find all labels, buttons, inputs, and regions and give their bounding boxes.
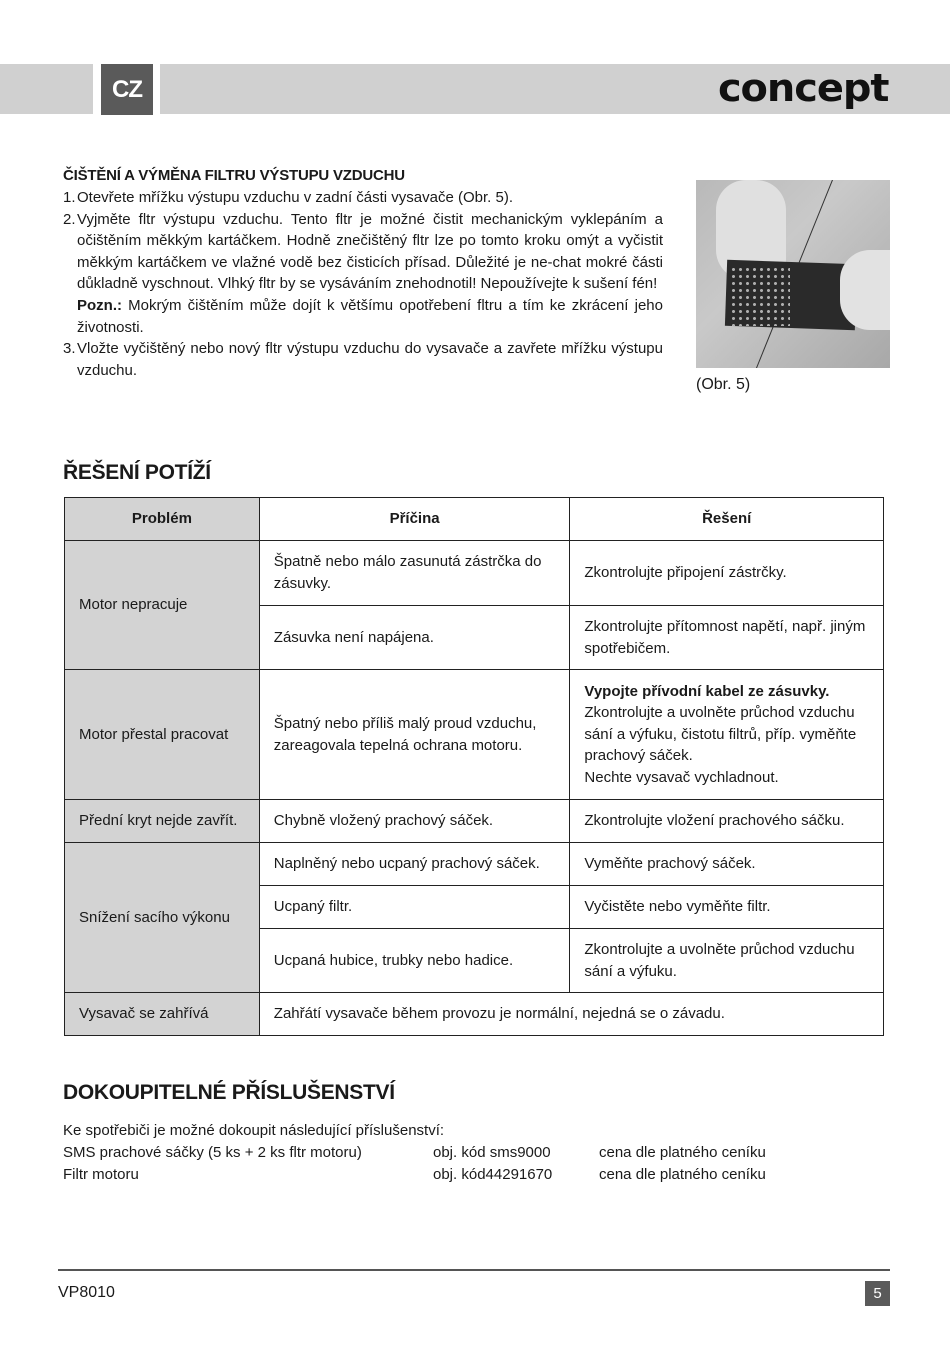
table-row <box>65 800 884 843</box>
accessories-title: DOKOUPITELNÉ PŘÍSLUŠENSTVÍ <box>63 1081 395 1104</box>
troubleshooting-title: ŘEŠENÍ POTÍŽÍ <box>63 461 211 484</box>
step-2 <box>63 209 663 295</box>
troubleshooting-table <box>64 497 884 1036</box>
model-number: VP8010 <box>58 1284 115 1301</box>
footer-divider <box>58 1269 890 1271</box>
cause-solution-cell: Zahřátí vysavače během provozu je normální, nejedná se o závadu. <box>259 993 883 1036</box>
hand-shape <box>840 250 890 330</box>
step-1 <box>63 187 663 209</box>
list-item <box>63 1142 823 1164</box>
step-number: 1. <box>63 189 76 206</box>
problem-cell: Přední kryt nejde zavřít. <box>65 800 260 843</box>
problem-cell: Motor přestal pracovat <box>65 670 260 800</box>
solution-text: Zkontrolujte a uvolněte průchod vzduchu sání a výfuku, čistotu filtrů, příp. vyměňte prachový sáček. <box>584 704 857 765</box>
cause-cell: Špatný nebo příliš malý proud vzduchu, zareagovala tepelná ochrana motoru. <box>259 670 570 800</box>
accessory-price: cena dle platného ceníku <box>599 1144 766 1161</box>
accessory-code: obj. kód sms9000 <box>433 1144 551 1161</box>
column-header: Příčina <box>259 498 570 541</box>
step-number: 3. <box>63 340 76 358</box>
table-header-row <box>65 498 884 541</box>
problem-cell: Vysavač se zahřívá <box>65 993 260 1036</box>
step-text: Otevřete mřížku výstupu vzduchu v zadní části vysavače (Obr. 5). <box>77 189 514 206</box>
column-header: Řešení <box>570 498 884 541</box>
cause-cell: Chybně vložený prachový sáček. <box>259 800 570 843</box>
table-row <box>65 843 884 886</box>
table-row <box>65 541 884 606</box>
solution-cell: Zkontrolujte připojení zástrčky. <box>570 541 884 606</box>
language-badge: CZ <box>101 64 153 115</box>
filter-photo <box>696 180 890 368</box>
section-title: ČIŠTĚNÍ A VÝMĚNA FILTRU VÝSTUPU VZDUCHU <box>63 167 405 184</box>
accessories-list <box>63 1120 823 1186</box>
cause-cell: Ucpaný filtr. <box>259 886 570 929</box>
accessory-price: cena dle platného ceníku <box>599 1166 766 1183</box>
problem-cell: Motor nepracuje <box>65 541 260 670</box>
step-3 <box>63 338 663 381</box>
step-number: 2. <box>63 210 76 228</box>
solution-cell: Zkontrolujte vložení prachového sáčku. <box>570 800 884 843</box>
cause-cell: Špatně nebo málo zasunutá zástrčka do zásuvky. <box>259 541 570 606</box>
list-item <box>63 1164 823 1186</box>
step-text: Vložte vyčištěný nebo nový fltr výstupu vzduchu do vysavače a zavřete mřížku výstupu vzduchu. <box>77 340 663 379</box>
problem-cell: Snížení sacího výkonu <box>65 843 260 993</box>
note-text: Mokrým čištěním může dojít k většímu opotřebení fltru a tím ke zkrácení jeho životnosti. <box>77 296 663 336</box>
accessory-name: SMS prachové sáčky (5 ks + 2 ks fltr motoru) <box>63 1144 362 1161</box>
cause-cell: Ucpaná hubice, trubky nebo hadice. <box>259 929 570 993</box>
solution-cell: Zkontrolujte přítomnost napětí, např. jiným spotřebičem. <box>570 606 884 670</box>
cause-cell: Naplněný nebo ucpaný prachový sáček. <box>259 843 570 886</box>
filter-cleaning-section <box>63 166 663 381</box>
solution-cell <box>570 670 884 800</box>
step-text: Vyjměte fltr výstupu vzduchu. Tento fltr je možné čistit mechanickým vyklepáním a očištěním měkkým kartáčkem. Hodně znečištěný fltr lze po tomto kroku omýt a vyčistit měkkým kartáčkem ve vlažné vodě bez čisticích přísad. Důležité je ne-chat mokré části důkladně vyschnout. Vlhký fltr by se vysáváním znehodnotil! Nepoužívejte k sušení fén! <box>77 210 663 293</box>
solution-cell: Zkontrolujte a uvolněte průchod vzduchu sání a výfuku. <box>570 929 884 993</box>
header-band-left <box>0 64 93 114</box>
solution-warning: Vypojte přívodní kabel ze zásuvky. <box>584 682 830 700</box>
solution-cell: Vyměňte prachový sáček. <box>570 843 884 886</box>
figure-caption: (Obr. 5) <box>696 376 751 393</box>
page-number: 5 <box>865 1281 890 1306</box>
note-label: Pozn.: <box>77 296 122 314</box>
accessory-code: obj. kód44291670 <box>433 1166 553 1183</box>
accessory-name: Filtr motoru <box>63 1166 139 1183</box>
solution-extra: Nechte vysavač vychladnout. <box>584 768 779 786</box>
solution-cell: Vyčistěte nebo vyměňte filtr. <box>570 886 884 929</box>
table-row <box>65 670 884 800</box>
table-row <box>65 993 884 1036</box>
brand-logo: concept <box>717 66 889 110</box>
cause-cell: Zásuvka není napájena. <box>259 606 570 670</box>
note <box>63 295 663 338</box>
column-header: Problém <box>65 498 260 541</box>
accessories-intro: Ke spotřebiči je možné dokoupit následující příslušenství: <box>63 1122 445 1139</box>
